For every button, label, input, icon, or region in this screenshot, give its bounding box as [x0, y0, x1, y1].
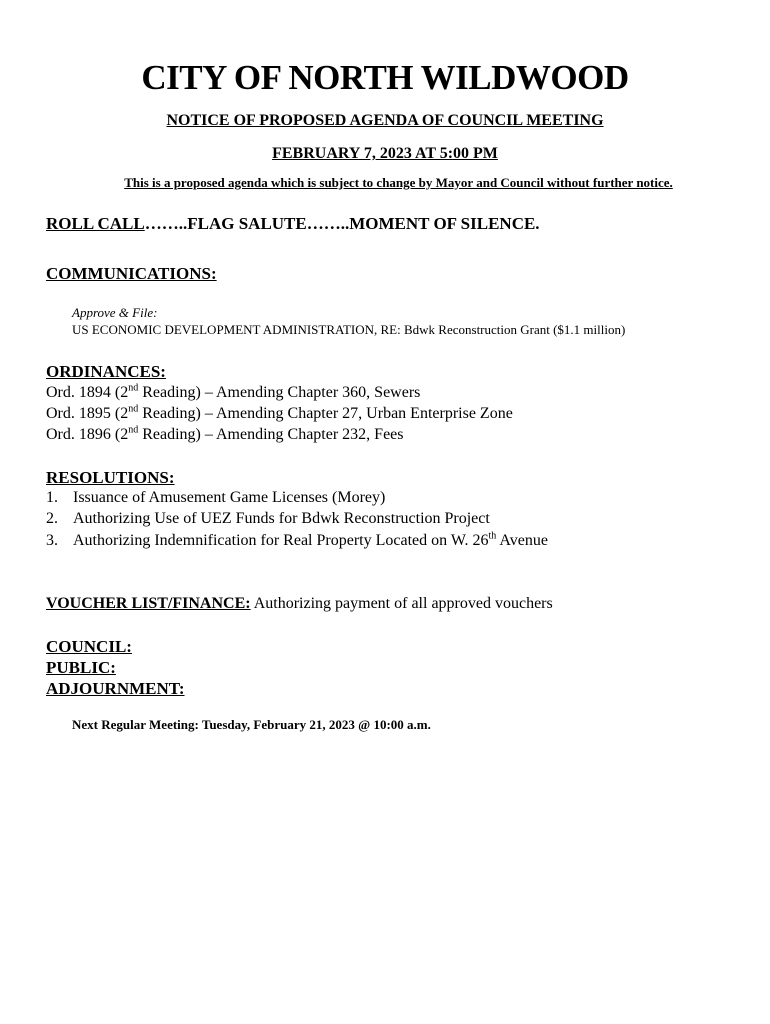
roll-call-rest: ……..FLAG SALUTE……..MOMENT OF SILENCE. — [144, 214, 540, 233]
voucher-text: Authorizing payment of all approved vouchers — [250, 595, 553, 612]
resolutions-heading: RESOLUTIONS: — [46, 468, 175, 487]
ordinance-item: Ord. 1894 (2nd Reading) – Amending Chapter 360, Sewers — [46, 382, 421, 401]
meeting-date: FEBRUARY 7, 2023 AT 5:00 PM — [272, 145, 498, 162]
roll-call-line — [46, 214, 540, 234]
communication-item: US ECONOMIC DEVELOPMENT ADMINISTRATION, RE: Bdwk Reconstruction Grant ($1.1 million) — [72, 322, 626, 337]
ordinance-item: Ord. 1896 (2nd Reading) – Amending Chapter 232, Fees — [46, 424, 404, 443]
ordinance-item: Ord. 1895 (2nd Reading) – Amending Chapter 27, Urban Enterprise Zone — [46, 403, 513, 422]
communications-heading: COMMUNICATIONS: — [46, 264, 217, 283]
adjournment-heading: ADJOURNMENT: — [46, 679, 185, 698]
next-meeting: Next Regular Meeting: Tuesday, February 21, 2023 @ 10:00 a.m. — [72, 717, 431, 732]
roll-call-label: ROLL CALL — [46, 214, 145, 233]
resolution-item: 3. Authorizing Indemnification for Real Property Located on W. 26th Avenue — [46, 530, 548, 549]
approve-file-label: Approve & File: — [72, 305, 158, 320]
voucher-heading: VOUCHER LIST/FINANCE: — [46, 595, 251, 612]
voucher-line — [46, 595, 553, 613]
agenda-disclaimer: This is a proposed agenda which is subject to change by Mayor and Council without further notice. — [124, 175, 673, 190]
council-heading: COUNCIL: — [46, 637, 132, 656]
page-title: CITY OF NORTH WILDWOOD — [141, 58, 629, 97]
ordinances-heading: ORDINANCES: — [46, 362, 166, 381]
public-heading: PUBLIC: — [46, 658, 116, 677]
resolution-item: 2. Authorizing Use of UEZ Funds for Bdwk Reconstruction Project — [46, 510, 490, 527]
notice-subtitle: NOTICE OF PROPOSED AGENDA OF COUNCIL MEETING — [166, 112, 604, 129]
resolution-item: 1. Issuance of Amusement Game Licenses (Morey) — [46, 489, 386, 506]
